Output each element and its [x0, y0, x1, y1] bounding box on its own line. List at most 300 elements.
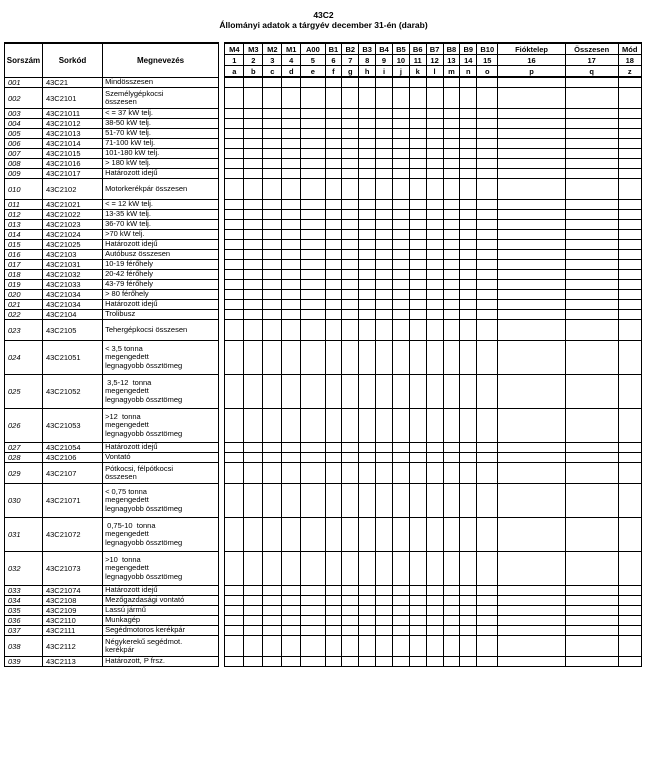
data-cell[interactable]	[460, 310, 477, 320]
data-cell[interactable]	[301, 260, 325, 270]
data-cell[interactable]	[477, 443, 498, 453]
data-cell[interactable]	[225, 310, 244, 320]
data-cell[interactable]	[244, 606, 263, 616]
data-cell[interactable]	[244, 484, 263, 518]
data-cell[interactable]	[498, 409, 565, 443]
data-cell[interactable]	[409, 409, 426, 443]
data-cell[interactable]	[565, 320, 618, 341]
data-cell[interactable]	[342, 453, 359, 463]
data-cell[interactable]	[409, 109, 426, 119]
data-cell[interactable]	[342, 463, 359, 484]
data-cell[interactable]	[409, 375, 426, 409]
data-cell[interactable]	[498, 200, 565, 210]
data-cell[interactable]	[244, 657, 263, 667]
data-cell[interactable]	[301, 250, 325, 260]
data-cell[interactable]	[225, 119, 244, 129]
data-cell[interactable]	[565, 280, 618, 290]
data-cell[interactable]	[409, 616, 426, 626]
data-cell[interactable]	[618, 240, 641, 250]
data-cell[interactable]	[443, 270, 460, 280]
data-cell[interactable]	[392, 169, 409, 179]
data-cell[interactable]	[618, 290, 641, 300]
data-cell[interactable]	[225, 179, 244, 200]
data-cell[interactable]	[392, 443, 409, 453]
data-cell[interactable]	[282, 260, 301, 270]
data-cell[interactable]	[225, 586, 244, 596]
data-cell[interactable]	[426, 443, 443, 453]
data-cell[interactable]	[225, 240, 244, 250]
data-cell[interactable]	[376, 240, 393, 250]
data-cell[interactable]	[325, 552, 342, 586]
data-cell[interactable]	[443, 320, 460, 341]
data-cell[interactable]	[498, 463, 565, 484]
data-cell[interactable]	[460, 596, 477, 606]
data-cell[interactable]	[282, 626, 301, 636]
data-cell[interactable]	[325, 290, 342, 300]
data-cell[interactable]	[282, 300, 301, 310]
data-cell[interactable]	[565, 250, 618, 260]
data-cell[interactable]	[426, 210, 443, 220]
data-cell[interactable]	[359, 290, 376, 300]
data-cell[interactable]	[443, 230, 460, 240]
data-cell[interactable]	[443, 129, 460, 139]
data-cell[interactable]	[263, 280, 282, 290]
data-cell[interactable]	[392, 200, 409, 210]
data-cell[interactable]	[225, 230, 244, 240]
data-cell[interactable]	[225, 250, 244, 260]
data-cell[interactable]	[460, 463, 477, 484]
data-cell[interactable]	[263, 320, 282, 341]
data-cell[interactable]	[244, 453, 263, 463]
data-cell[interactable]	[426, 310, 443, 320]
data-cell[interactable]	[426, 320, 443, 341]
data-cell[interactable]	[282, 88, 301, 109]
data-cell[interactable]	[282, 139, 301, 149]
data-cell[interactable]	[443, 280, 460, 290]
data-cell[interactable]	[477, 290, 498, 300]
data-cell[interactable]	[301, 230, 325, 240]
data-cell[interactable]	[282, 240, 301, 250]
data-cell[interactable]	[618, 616, 641, 626]
data-cell[interactable]	[409, 139, 426, 149]
data-cell[interactable]	[565, 453, 618, 463]
data-cell[interactable]	[498, 657, 565, 667]
data-cell[interactable]	[409, 463, 426, 484]
data-cell[interactable]	[618, 169, 641, 179]
data-cell[interactable]	[325, 230, 342, 240]
data-cell[interactable]	[376, 409, 393, 443]
data-cell[interactable]	[359, 230, 376, 240]
data-cell[interactable]	[460, 139, 477, 149]
data-cell[interactable]	[342, 552, 359, 586]
data-cell[interactable]	[342, 129, 359, 139]
data-cell[interactable]	[301, 129, 325, 139]
data-cell[interactable]	[426, 606, 443, 616]
data-cell[interactable]	[359, 139, 376, 149]
data-cell[interactable]	[392, 375, 409, 409]
data-cell[interactable]	[392, 240, 409, 250]
data-cell[interactable]	[498, 616, 565, 626]
data-cell[interactable]	[301, 636, 325, 657]
data-cell[interactable]	[342, 443, 359, 453]
data-cell[interactable]	[342, 260, 359, 270]
data-cell[interactable]	[301, 149, 325, 159]
data-cell[interactable]	[325, 220, 342, 230]
data-cell[interactable]	[565, 200, 618, 210]
data-cell[interactable]	[565, 88, 618, 109]
data-cell[interactable]	[244, 119, 263, 129]
data-cell[interactable]	[426, 139, 443, 149]
data-cell[interactable]	[263, 230, 282, 240]
data-cell[interactable]	[477, 375, 498, 409]
data-cell[interactable]	[301, 179, 325, 200]
data-cell[interactable]	[565, 109, 618, 119]
data-cell[interactable]	[376, 657, 393, 667]
data-cell[interactable]	[409, 119, 426, 129]
data-cell[interactable]	[325, 463, 342, 484]
data-cell[interactable]	[376, 341, 393, 375]
data-cell[interactable]	[342, 230, 359, 240]
data-cell[interactable]	[225, 210, 244, 220]
data-cell[interactable]	[409, 77, 426, 88]
data-cell[interactable]	[618, 179, 641, 200]
data-cell[interactable]	[460, 320, 477, 341]
data-cell[interactable]	[426, 290, 443, 300]
data-cell[interactable]	[477, 200, 498, 210]
data-cell[interactable]	[376, 290, 393, 300]
data-cell[interactable]	[618, 280, 641, 290]
data-cell[interactable]	[498, 453, 565, 463]
data-cell[interactable]	[301, 518, 325, 552]
data-cell[interactable]	[325, 300, 342, 310]
data-cell[interactable]	[443, 310, 460, 320]
data-cell[interactable]	[392, 341, 409, 375]
data-cell[interactable]	[443, 484, 460, 518]
data-cell[interactable]	[263, 310, 282, 320]
data-cell[interactable]	[477, 149, 498, 159]
data-cell[interactable]	[359, 77, 376, 88]
data-cell[interactable]	[618, 626, 641, 636]
data-cell[interactable]	[460, 409, 477, 443]
data-cell[interactable]	[498, 484, 565, 518]
data-cell[interactable]	[301, 409, 325, 443]
data-cell[interactable]	[443, 626, 460, 636]
data-cell[interactable]	[225, 300, 244, 310]
data-cell[interactable]	[359, 626, 376, 636]
data-cell[interactable]	[498, 159, 565, 169]
data-cell[interactable]	[301, 88, 325, 109]
data-cell[interactable]	[342, 179, 359, 200]
data-cell[interactable]	[342, 250, 359, 260]
data-cell[interactable]	[244, 109, 263, 119]
data-cell[interactable]	[376, 616, 393, 626]
data-cell[interactable]	[225, 453, 244, 463]
data-cell[interactable]	[460, 657, 477, 667]
data-cell[interactable]	[618, 149, 641, 159]
data-cell[interactable]	[244, 220, 263, 230]
data-cell[interactable]	[225, 129, 244, 139]
data-cell[interactable]	[359, 270, 376, 280]
data-cell[interactable]	[460, 210, 477, 220]
data-cell[interactable]	[409, 341, 426, 375]
data-cell[interactable]	[342, 484, 359, 518]
data-cell[interactable]	[342, 149, 359, 159]
data-cell[interactable]	[263, 129, 282, 139]
data-cell[interactable]	[392, 139, 409, 149]
data-cell[interactable]	[477, 300, 498, 310]
data-cell[interactable]	[618, 518, 641, 552]
data-cell[interactable]	[263, 77, 282, 88]
data-cell[interactable]	[443, 119, 460, 129]
data-cell[interactable]	[498, 260, 565, 270]
data-cell[interactable]	[498, 179, 565, 200]
data-cell[interactable]	[565, 290, 618, 300]
data-cell[interactable]	[263, 443, 282, 453]
data-cell[interactable]	[565, 484, 618, 518]
data-cell[interactable]	[460, 636, 477, 657]
data-cell[interactable]	[244, 210, 263, 220]
data-cell[interactable]	[460, 341, 477, 375]
data-cell[interactable]	[498, 310, 565, 320]
data-cell[interactable]	[392, 636, 409, 657]
data-cell[interactable]	[376, 626, 393, 636]
data-cell[interactable]	[443, 616, 460, 626]
data-cell[interactable]	[565, 159, 618, 169]
data-cell[interactable]	[376, 119, 393, 129]
data-cell[interactable]	[618, 139, 641, 149]
data-cell[interactable]	[426, 453, 443, 463]
data-cell[interactable]	[498, 169, 565, 179]
data-cell[interactable]	[359, 220, 376, 230]
data-cell[interactable]	[426, 230, 443, 240]
data-cell[interactable]	[409, 200, 426, 210]
data-cell[interactable]	[342, 300, 359, 310]
data-cell[interactable]	[359, 453, 376, 463]
data-cell[interactable]	[376, 518, 393, 552]
data-cell[interactable]	[301, 290, 325, 300]
data-cell[interactable]	[301, 586, 325, 596]
data-cell[interactable]	[443, 200, 460, 210]
data-cell[interactable]	[342, 586, 359, 596]
data-cell[interactable]	[301, 300, 325, 310]
data-cell[interactable]	[376, 250, 393, 260]
data-cell[interactable]	[443, 159, 460, 169]
data-cell[interactable]	[460, 169, 477, 179]
data-cell[interactable]	[392, 616, 409, 626]
data-cell[interactable]	[282, 443, 301, 453]
data-cell[interactable]	[263, 169, 282, 179]
data-cell[interactable]	[244, 409, 263, 443]
data-cell[interactable]	[301, 220, 325, 230]
data-cell[interactable]	[443, 109, 460, 119]
data-cell[interactable]	[225, 626, 244, 636]
data-cell[interactable]	[618, 409, 641, 443]
data-cell[interactable]	[301, 280, 325, 290]
data-cell[interactable]	[618, 270, 641, 280]
data-cell[interactable]	[409, 320, 426, 341]
data-cell[interactable]	[325, 280, 342, 290]
data-cell[interactable]	[359, 129, 376, 139]
data-cell[interactable]	[477, 320, 498, 341]
data-cell[interactable]	[301, 606, 325, 616]
data-cell[interactable]	[409, 220, 426, 230]
data-cell[interactable]	[244, 341, 263, 375]
data-cell[interactable]	[443, 518, 460, 552]
data-cell[interactable]	[342, 606, 359, 616]
data-cell[interactable]	[498, 210, 565, 220]
data-cell[interactable]	[460, 270, 477, 280]
data-cell[interactable]	[426, 596, 443, 606]
data-cell[interactable]	[376, 300, 393, 310]
data-cell[interactable]	[392, 77, 409, 88]
data-cell[interactable]	[443, 552, 460, 586]
data-cell[interactable]	[301, 341, 325, 375]
data-cell[interactable]	[618, 484, 641, 518]
data-cell[interactable]	[359, 657, 376, 667]
data-cell[interactable]	[359, 169, 376, 179]
data-cell[interactable]	[618, 200, 641, 210]
data-cell[interactable]	[392, 88, 409, 109]
data-cell[interactable]	[426, 375, 443, 409]
data-cell[interactable]	[301, 210, 325, 220]
data-cell[interactable]	[460, 159, 477, 169]
data-cell[interactable]	[426, 179, 443, 200]
data-cell[interactable]	[443, 606, 460, 616]
data-cell[interactable]	[477, 453, 498, 463]
data-cell[interactable]	[325, 240, 342, 250]
data-cell[interactable]	[225, 484, 244, 518]
data-cell[interactable]	[359, 179, 376, 200]
data-cell[interactable]	[392, 453, 409, 463]
data-cell[interactable]	[565, 518, 618, 552]
data-cell[interactable]	[359, 518, 376, 552]
data-cell[interactable]	[443, 636, 460, 657]
data-cell[interactable]	[225, 159, 244, 169]
data-cell[interactable]	[498, 300, 565, 310]
data-cell[interactable]	[325, 129, 342, 139]
data-cell[interactable]	[409, 552, 426, 586]
data-cell[interactable]	[409, 159, 426, 169]
data-cell[interactable]	[426, 636, 443, 657]
data-cell[interactable]	[409, 260, 426, 270]
data-cell[interactable]	[392, 657, 409, 667]
data-cell[interactable]	[618, 453, 641, 463]
data-cell[interactable]	[565, 210, 618, 220]
data-cell[interactable]	[443, 220, 460, 230]
data-cell[interactable]	[244, 139, 263, 149]
data-cell[interactable]	[263, 210, 282, 220]
data-cell[interactable]	[477, 616, 498, 626]
data-cell[interactable]	[359, 484, 376, 518]
data-cell[interactable]	[443, 443, 460, 453]
data-cell[interactable]	[409, 270, 426, 280]
data-cell[interactable]	[409, 636, 426, 657]
data-cell[interactable]	[282, 230, 301, 240]
data-cell[interactable]	[325, 484, 342, 518]
data-cell[interactable]	[359, 616, 376, 626]
data-cell[interactable]	[244, 375, 263, 409]
data-cell[interactable]	[477, 109, 498, 119]
data-cell[interactable]	[244, 280, 263, 290]
data-cell[interactable]	[301, 240, 325, 250]
data-cell[interactable]	[460, 626, 477, 636]
data-cell[interactable]	[460, 230, 477, 240]
data-cell[interactable]	[263, 616, 282, 626]
data-cell[interactable]	[426, 200, 443, 210]
data-cell[interactable]	[325, 453, 342, 463]
data-cell[interactable]	[618, 341, 641, 375]
data-cell[interactable]	[477, 230, 498, 240]
data-cell[interactable]	[443, 179, 460, 200]
data-cell[interactable]	[244, 159, 263, 169]
data-cell[interactable]	[498, 220, 565, 230]
data-cell[interactable]	[225, 290, 244, 300]
data-cell[interactable]	[244, 77, 263, 88]
data-cell[interactable]	[342, 109, 359, 119]
data-cell[interactable]	[282, 375, 301, 409]
data-cell[interactable]	[443, 260, 460, 270]
data-cell[interactable]	[565, 230, 618, 240]
data-cell[interactable]	[282, 179, 301, 200]
data-cell[interactable]	[376, 220, 393, 230]
data-cell[interactable]	[282, 409, 301, 443]
data-cell[interactable]	[409, 169, 426, 179]
data-cell[interactable]	[325, 375, 342, 409]
data-cell[interactable]	[263, 341, 282, 375]
data-cell[interactable]	[392, 149, 409, 159]
data-cell[interactable]	[565, 596, 618, 606]
data-cell[interactable]	[477, 260, 498, 270]
data-cell[interactable]	[301, 320, 325, 341]
data-cell[interactable]	[376, 320, 393, 341]
data-cell[interactable]	[498, 518, 565, 552]
data-cell[interactable]	[301, 453, 325, 463]
data-cell[interactable]	[477, 270, 498, 280]
data-cell[interactable]	[244, 260, 263, 270]
data-cell[interactable]	[618, 88, 641, 109]
data-cell[interactable]	[618, 657, 641, 667]
data-cell[interactable]	[565, 310, 618, 320]
data-cell[interactable]	[477, 210, 498, 220]
data-cell[interactable]	[376, 636, 393, 657]
data-cell[interactable]	[263, 119, 282, 129]
data-cell[interactable]	[225, 88, 244, 109]
data-cell[interactable]	[618, 586, 641, 596]
data-cell[interactable]	[342, 518, 359, 552]
data-cell[interactable]	[392, 409, 409, 443]
data-cell[interactable]	[409, 129, 426, 139]
data-cell[interactable]	[359, 443, 376, 453]
data-cell[interactable]	[325, 119, 342, 129]
data-cell[interactable]	[301, 657, 325, 667]
data-cell[interactable]	[392, 260, 409, 270]
data-cell[interactable]	[244, 270, 263, 280]
data-cell[interactable]	[244, 300, 263, 310]
data-cell[interactable]	[460, 77, 477, 88]
data-cell[interactable]	[225, 320, 244, 341]
data-cell[interactable]	[460, 88, 477, 109]
data-cell[interactable]	[376, 149, 393, 159]
data-cell[interactable]	[263, 657, 282, 667]
data-cell[interactable]	[263, 109, 282, 119]
data-cell[interactable]	[477, 88, 498, 109]
data-cell[interactable]	[498, 290, 565, 300]
data-cell[interactable]	[392, 310, 409, 320]
data-cell[interactable]	[443, 240, 460, 250]
data-cell[interactable]	[460, 200, 477, 210]
data-cell[interactable]	[477, 169, 498, 179]
data-cell[interactable]	[477, 484, 498, 518]
